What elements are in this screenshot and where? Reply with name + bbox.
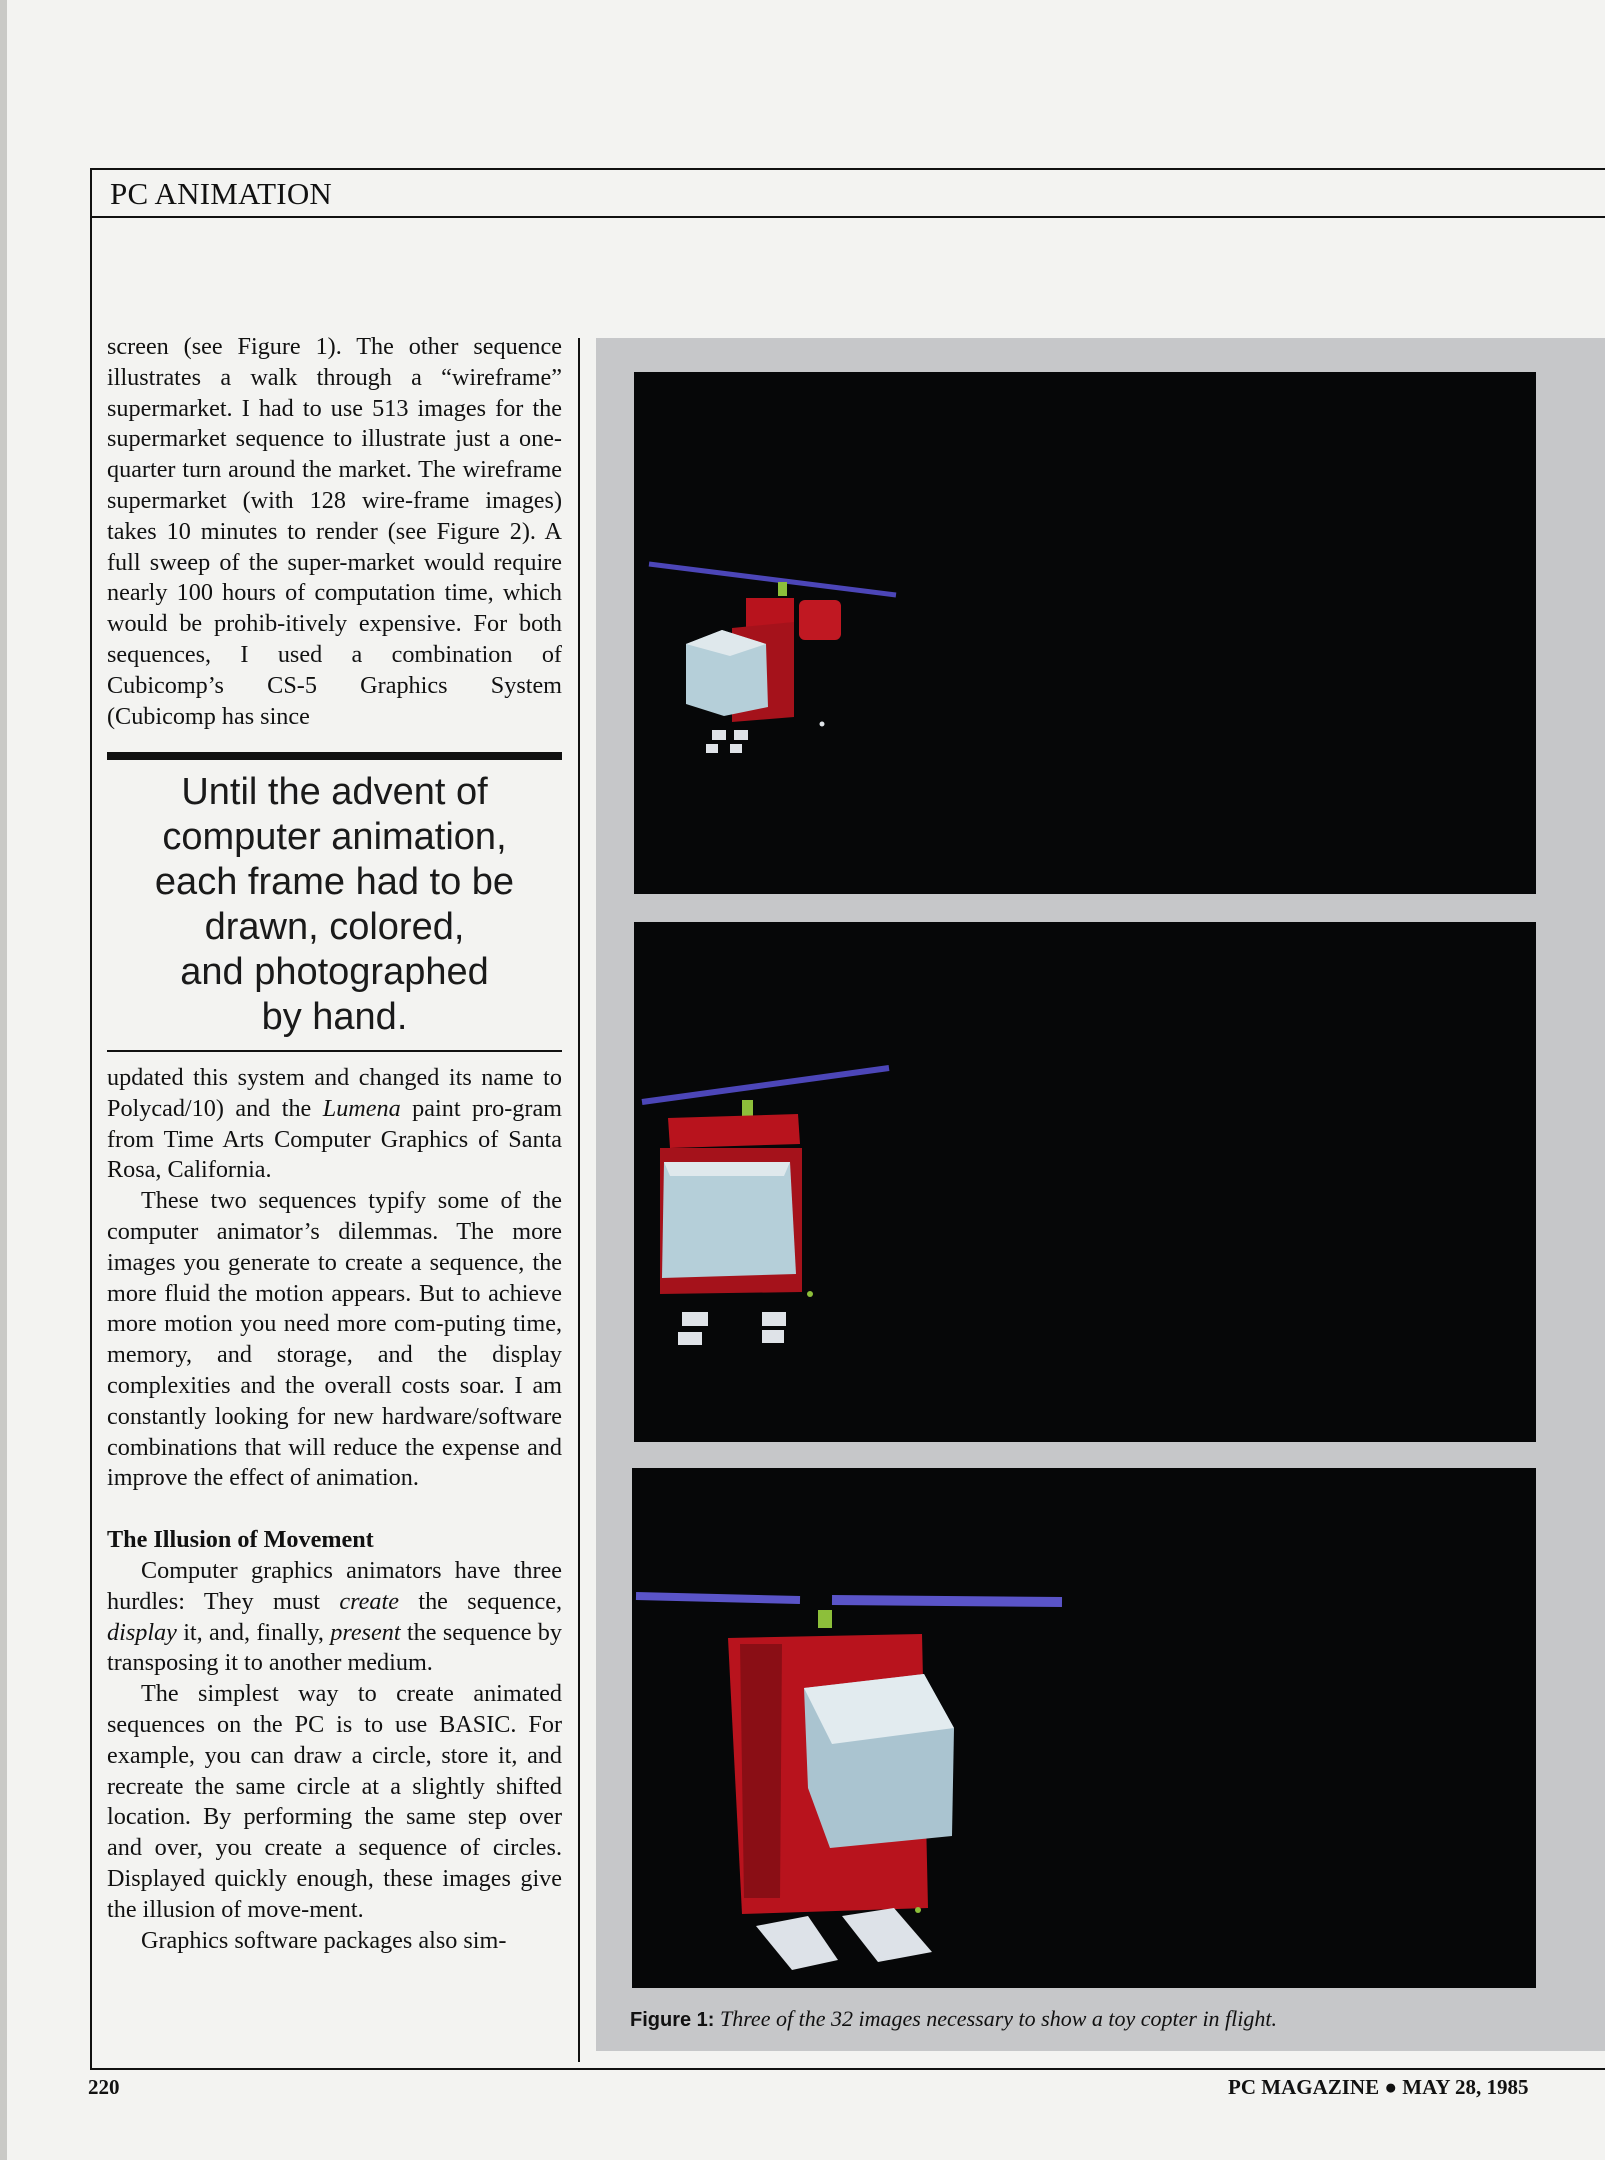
page-number: 220 (88, 2075, 120, 2099)
pull-quote-line: each frame had to be (154, 861, 515, 903)
pull-quote-line: Until the advent of (181, 771, 488, 813)
figure-caption (630, 2006, 1590, 2032)
text-run: updated this system and changed its name to Polycad/10) and the (107, 1064, 562, 1122)
rotor-hub (742, 1100, 753, 1116)
figure-image-2 (634, 922, 1536, 1442)
text-run: the sequence by transposing it to another medium. (107, 1618, 562, 1677)
rotor-hub (818, 1610, 832, 1628)
cabin-top (664, 1162, 790, 1176)
body-paragraph: screen (see Figure 1). The other sequence illustrates a walk through a “wireframe” supermarket. I had to use 513 images for the supermarket sequence to illustrate just a one-quarter turn around the market. The wireframe supermarket (with 128 wire-frame images) takes 10 minutes to render (see Figure 2). A full sweep of the super-market would require nearly 100 hours of computation time, which would be prohib-itively expensive. For both sequences, I used a combination of Cubicomp’s CS-5 Graphics System (Cubicomp has since (107, 333, 562, 730)
landing-skid (756, 1916, 838, 1970)
emphasis: create (339, 1587, 399, 1615)
body-paragraph (107, 1063, 562, 1186)
subheading: The Illusion of Movement (107, 1526, 374, 1554)
rotor-blade (636, 1596, 800, 1600)
frame-rule-bottom (90, 2068, 1605, 2070)
rotor-blade (642, 1068, 889, 1102)
body-paragraph: These two sequences typify some of the computer animator’s dilemmas. The more images you generate to create a sequence, the more fluid the motion appears. But to achieve more motion you need more com-puting time, memory, and storage, and the display complexities and the overall costs soar. I am constantly looking for new hardware/software combinations that will reduce the expense and improve the effect of animation. (107, 1187, 562, 1492)
article-column-bottom (107, 1063, 562, 1956)
pull-quote-line: by hand. (261, 996, 408, 1038)
pull-quote-line: and photographed (180, 951, 489, 993)
fuselage-top (668, 1114, 800, 1148)
landing-skid (762, 1312, 786, 1326)
section-header (90, 168, 1605, 218)
pull-quote-line: drawn, colored, (204, 906, 465, 948)
skid-point (820, 722, 825, 727)
pull-quote (107, 770, 562, 1040)
body-paragraph: The simplest way to create animated sequences on the PC is to use BASIC. For example, you can draw a circle, store it, and recreate the same circle at a slightly shifted location. By performing the same step over and over, you create a sequence of circles. Displayed quickly enough, these images give the illusion of move-ment. (107, 1680, 562, 1923)
landing-skid (730, 744, 742, 753)
helicopter-render-3 (632, 1468, 1536, 1988)
tail-boom (799, 600, 841, 640)
figure-image-1 (634, 372, 1536, 894)
text-run: the sequence, (398, 1587, 562, 1615)
helicopter-render-1 (634, 372, 1536, 894)
product-name: Lumena (322, 1094, 401, 1122)
emphasis: present (330, 1618, 401, 1646)
text-run: Computer graphics animators have three hurdles: They must (107, 1556, 562, 1615)
article-column-top (107, 332, 562, 742)
landing-skid (734, 730, 748, 740)
section-title: PC ANIMATION (110, 176, 333, 211)
body-paragraph (107, 1556, 562, 1679)
pull-quote-line: computer animation, (162, 816, 507, 858)
figure-image-3 (632, 1468, 1536, 1988)
rotor-blade (649, 564, 896, 595)
body-paragraph: Graphics software packages also sim- (141, 1926, 507, 1954)
landing-skid (682, 1312, 708, 1326)
figure-caption-text: Three of the 32 images necessary to show a toy copter in flight. (719, 2006, 1278, 2031)
page-edge (0, 0, 7, 2160)
landing-skid (842, 1908, 932, 1962)
text-run: it, and, finally, (176, 1618, 331, 1646)
pullquote-rule-bottom (107, 1050, 562, 1052)
rotor-hub (778, 582, 787, 596)
fuselage-shade (740, 1644, 782, 1898)
magazine-folio: PC MAGAZINE ● MAY 28, 1985 (1228, 2075, 1529, 2099)
column-divider (578, 338, 580, 2062)
text-run: paint pro-gram from Time Arts Computer Graphics of Santa Rosa, California. (107, 1094, 562, 1184)
rotor-blade (832, 1600, 1062, 1602)
frame-rule-left (90, 216, 92, 2070)
pullquote-rule-top (107, 752, 562, 760)
helicopter-render-2 (634, 922, 1536, 1442)
landing-skid (712, 730, 726, 740)
emphasis: display (107, 1618, 177, 1646)
landing-skid (678, 1332, 702, 1345)
landing-skid (762, 1330, 784, 1343)
landing-skid (706, 744, 718, 753)
cabin-block (662, 1162, 796, 1278)
skid-point (807, 1291, 813, 1297)
skid-point (915, 1907, 921, 1913)
figure-label: Figure 1: (630, 2009, 715, 2031)
figure-panel (596, 338, 1605, 2051)
